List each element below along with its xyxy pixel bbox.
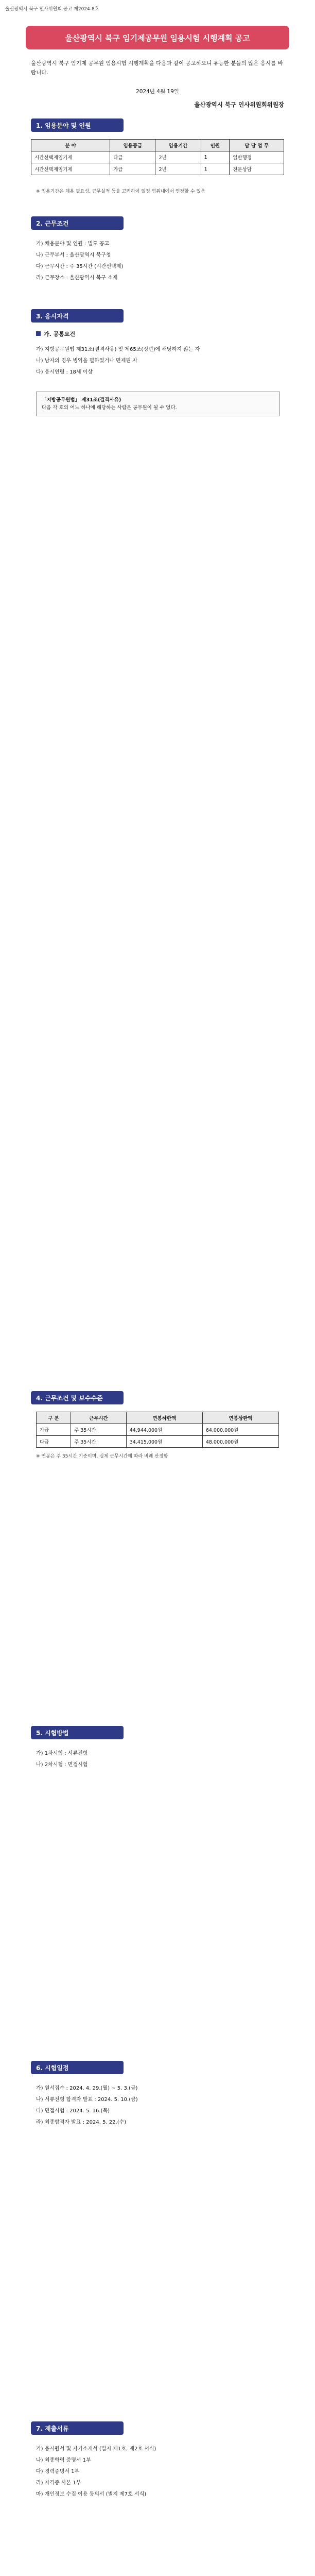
s5-item-2: 나) 2차시험 : 면접시험: [36, 1762, 88, 1768]
cell-type: 가급: [37, 1424, 71, 1436]
cell-grade: 가급: [110, 163, 155, 175]
table-row: [31, 163, 284, 175]
salary-table-header: [37, 1412, 279, 1424]
s7-item-1: 가) 응시원서 및 자기소개서 (별지 제1호, 제2호 서식): [36, 2446, 156, 2452]
s7-item-5: 마) 개인정보 수집·이용 동의서 (별지 제7호 서식): [36, 2492, 147, 2497]
col-min-salary: 연봉하한액: [126, 1412, 202, 1424]
s6-item-4: 라) 최종합격자 발표 : 2024. 5. 22.(수): [36, 2120, 127, 2125]
s6-item-2: 나) 서류전형 합격자 발표 : 2024. 5. 10.(금): [36, 2097, 138, 2103]
col-field: 분 야: [31, 140, 110, 151]
col-type: 구 분: [37, 1412, 71, 1424]
cell-duty: 전문상담: [230, 163, 284, 175]
cell-max: 48,000,000원: [202, 1436, 278, 1448]
cell-count: 1: [201, 151, 230, 163]
table-row: [37, 1424, 279, 1436]
section-4-heading: 4. 근무조건 및 보수수준: [31, 1391, 124, 1404]
cell-max: 64,000,000원: [202, 1424, 278, 1436]
section-1-heading: 1. 임용분야 및 인원: [31, 118, 124, 132]
s2-item-4: 라) 근무장소 : 울산광역시 북구 소재: [36, 275, 118, 281]
cell-type: 다급: [37, 1436, 71, 1448]
statute-title: 「지방공무원법」 제31조(결격사유): [42, 397, 121, 403]
cell-field: 시간선택제임기제: [31, 163, 110, 175]
s5-item-1: 가) 1차시험 : 서류전형: [36, 1751, 88, 1756]
cell-period: 2년: [155, 163, 201, 175]
col-count: 인원: [201, 140, 230, 151]
section-7-heading: 7. 제출서류: [31, 2421, 124, 2435]
positions-table: [31, 139, 284, 175]
col-max-salary: 연봉상한액: [202, 1412, 278, 1424]
cell-hours: 주 35시간: [71, 1424, 127, 1436]
s7-item-2: 나) 최종학력 증명서 1부: [36, 2458, 91, 2463]
intro-paragraph: 울산광역시 북구 임기제 공무원 임용시험 시행계획을 다음과 같이 공고하오니 유능한 분들의 많은 응시를 바랍니다.: [31, 60, 283, 76]
title-banner: 울산광역시 북구 임기제공무원 임용시험 시행계획 공고: [26, 26, 289, 49]
cell-grade: 다급: [110, 151, 155, 163]
s3-item-1: 가) 지방공무원법 제31조(결격사유) 및 제65조(정년)에 해당하지 않는 자: [36, 347, 200, 352]
col-period: 임용기간: [155, 140, 201, 151]
table-row: [31, 151, 284, 163]
s6-item-1: 가) 원서접수 : 2024. 4. 29.(월) ~ 5. 3.(금): [36, 2086, 138, 2091]
notice-date: 2024년 4월 19일: [136, 89, 179, 95]
cell-min: 44,944,000원: [126, 1424, 202, 1436]
cell-min: 34,415,000원: [126, 1436, 202, 1448]
col-duty: 담 당 업 무: [230, 140, 284, 151]
cell-period: 2년: [155, 151, 201, 163]
cell-duty: 일반행정: [230, 151, 284, 163]
col-hours: 근무시간: [71, 1412, 127, 1424]
positions-table-header: [31, 140, 284, 151]
s7-item-4: 라) 자격증 사본 1부: [36, 2480, 81, 2486]
salary-note: ※ 연봉은 주 35시간 기준이며, 실제 근무시간에 따라 비례 산정함: [36, 1454, 168, 1459]
cell-count: 1: [201, 163, 230, 175]
s7-item-3: 다) 경력증명서 1부: [36, 2469, 80, 2475]
section-5-heading: 5. 시험방법: [31, 1726, 124, 1739]
cell-hours: 주 35시간: [71, 1436, 127, 1448]
section-3-heading: 3. 응시자격: [31, 309, 124, 323]
s3-subheading: 가. 공통요건: [36, 330, 75, 338]
s3-item-2: 나) 남자의 경우 병역을 필하였거나 면제된 자: [36, 358, 137, 364]
table-note: ※ 임용기간은 채용 필요성, 근무실적 등을 고려하여 일정 범위내에서 연장할 수 있음: [36, 189, 205, 194]
salary-table: [36, 1412, 279, 1448]
statute-text: 다음 각 호의 어느 하나에 해당하는 사람은 공무원이 될 수 없다.: [42, 405, 177, 411]
s2-item-2: 나) 근무부서 : 울산광역시 북구청: [36, 252, 111, 258]
header-notice: 울산광역시 북구 인사위원회 공고 제2024-8호: [5, 7, 99, 12]
col-grade: 임용등급: [110, 140, 155, 151]
section-2-heading: 2. 근무조건: [31, 216, 124, 230]
s6-item-3: 다) 면접시험 : 2024. 5. 16.(목): [36, 2108, 110, 2114]
s2-item-3: 다) 근무시간 : 주 35시간 (시간선택제): [36, 264, 124, 269]
s2-item-1: 가) 채용분야 및 인원 : 별도 공고: [36, 241, 110, 247]
table-row: [37, 1436, 279, 1448]
issuing-organization: 울산광역시 북구 인사위원회위원장: [194, 101, 284, 108]
square-bullet-icon: [36, 331, 41, 336]
cell-field: 시간선택제임기제: [31, 151, 110, 163]
section-6-heading: 6. 시험일정: [31, 2061, 124, 2074]
statute-box: [36, 392, 280, 416]
s3-item-3: 다) 응시연령 : 18세 이상: [36, 369, 93, 375]
